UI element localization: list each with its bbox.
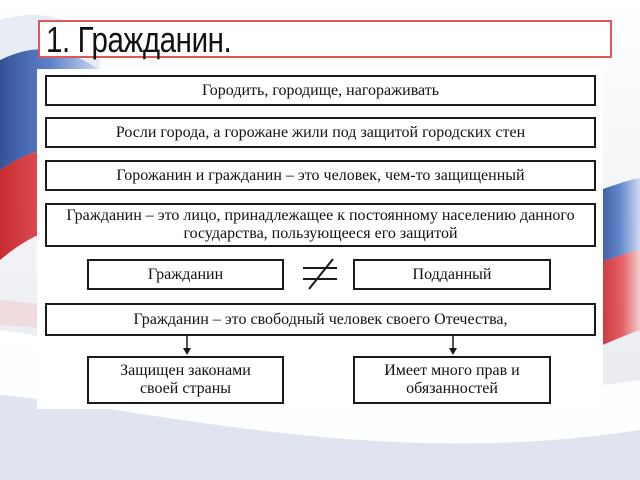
outcome-box-left	[87, 356, 284, 404]
row-text-3: Горожанин и гражданин – это человек, чем-то защищенный	[116, 166, 525, 184]
citizen-label: Гражданин	[147, 265, 224, 283]
row-box-4	[45, 203, 596, 247]
title-bar	[38, 20, 612, 58]
outcome-text-left: Защищен законами своей страны	[120, 362, 251, 397]
definition-box	[45, 303, 596, 336]
row-text-4: Гражданин – это лицо, принадлежащее к постоянному населению данного государства, пользующееся его защитой	[66, 207, 575, 242]
row-box-3	[45, 160, 596, 191]
citizen-box	[87, 259, 284, 290]
definition-text: Гражданин – это свободный человек своего Отечества,	[133, 310, 508, 328]
row-box-1	[45, 75, 596, 106]
subject-label: Подданный	[412, 265, 492, 283]
arrow-left	[183, 336, 191, 355]
arrow-right	[449, 336, 457, 355]
row-text-2: Росли города, а горожане жили под защитой городских стен	[115, 123, 526, 141]
row-text-1: Городить, городище, нагораживать	[201, 81, 440, 99]
row-box-2	[45, 117, 596, 148]
not-equal-symbol	[303, 259, 337, 289]
diagram-panel	[37, 69, 603, 409]
outcome-text-right: Имеет много прав и обязанностей	[384, 362, 520, 397]
subject-box	[353, 259, 551, 290]
outcome-box-right	[353, 356, 551, 404]
page-title: 1. Гражданин.	[46, 19, 232, 60]
